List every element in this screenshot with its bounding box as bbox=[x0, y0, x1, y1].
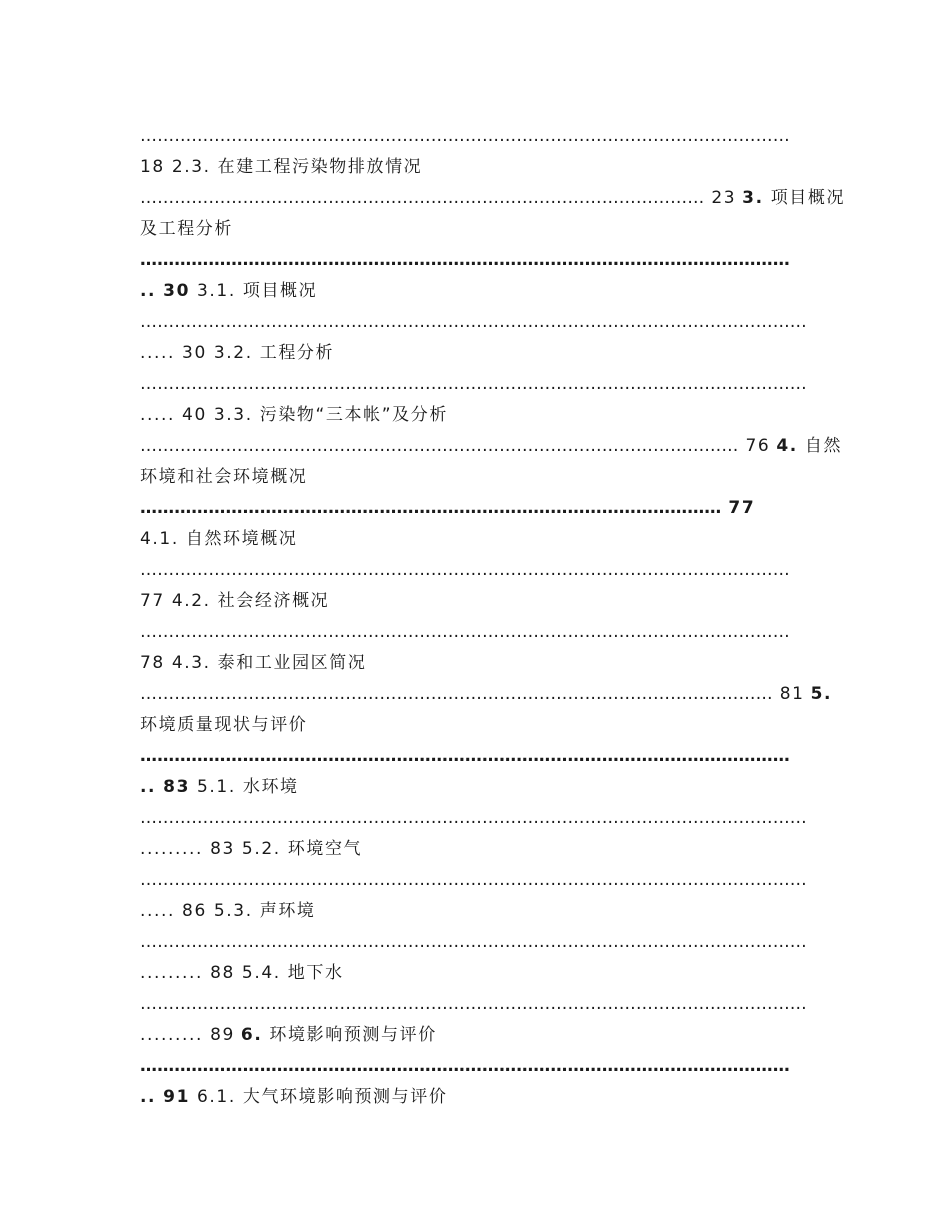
leader-dots: ……………………………………………………………………………………………………… bbox=[140, 870, 807, 890]
leader-dots: ..... bbox=[140, 901, 176, 921]
toc-line bbox=[140, 741, 812, 772]
toc-line bbox=[140, 369, 812, 400]
leader-dots: ……………………………………………………………………………………… bbox=[140, 188, 705, 208]
toc-entry-text: 40 3.3. 污染物“三本帐”及分析 bbox=[182, 405, 448, 425]
toc-entry-text: 30 3.2. 工程分析 bbox=[182, 343, 335, 363]
leader-dots: .. bbox=[140, 1087, 157, 1107]
leader-dots: …………………………………………………………………………………………………… bbox=[140, 1056, 790, 1076]
toc-entry-text: 6.1. 大气环境影响预测与评价 bbox=[197, 1087, 448, 1107]
toc-line bbox=[140, 803, 812, 834]
toc-line bbox=[140, 586, 812, 617]
leader-dots: ……………………………………………………………………………………………………… bbox=[140, 374, 807, 394]
page-number: 83 bbox=[163, 777, 190, 797]
toc-line bbox=[140, 524, 812, 555]
toc-line bbox=[140, 1051, 812, 1082]
toc-entry-text: 18 2.3. 在建工程污染物排放情况 bbox=[140, 157, 423, 177]
chapter-number: 6. bbox=[240, 1025, 263, 1045]
toc-line bbox=[140, 927, 812, 958]
leader-dots: .. bbox=[140, 777, 157, 797]
leader-dots: …………………………………………………………………………………………………… bbox=[140, 746, 790, 766]
toc-line bbox=[140, 431, 843, 462]
page-number: 91 bbox=[163, 1087, 190, 1107]
leader-dots: ………………………………………………………………………………………………… bbox=[140, 684, 773, 704]
toc-entry-text: 77 4.2. 社会经济概况 bbox=[140, 591, 330, 611]
toc-line bbox=[140, 958, 812, 989]
toc-line bbox=[140, 1082, 812, 1113]
toc-entry-text: 3.1. 项目概况 bbox=[197, 281, 318, 301]
toc-entry-text: 4.1. 自然环境概况 bbox=[140, 529, 298, 549]
toc-line bbox=[140, 896, 812, 927]
chapter-title: 项目概况 bbox=[770, 188, 846, 208]
chapter-number: 5. bbox=[810, 684, 833, 704]
toc-line bbox=[140, 276, 812, 307]
leader-dots: ......... bbox=[140, 1025, 204, 1045]
toc-line bbox=[140, 462, 812, 493]
page-number: 77 bbox=[728, 498, 756, 518]
toc-line bbox=[140, 679, 833, 710]
leader-dots: ..... bbox=[140, 343, 176, 363]
toc-line bbox=[140, 648, 812, 679]
leader-dots: …………………………………………………………………………………………… bbox=[140, 436, 739, 456]
chapter-title: 及工程分析 bbox=[140, 219, 233, 239]
chapter-number: 4. bbox=[776, 436, 798, 456]
page-number: 30 bbox=[163, 281, 190, 301]
toc-line bbox=[140, 710, 812, 741]
toc-line bbox=[140, 245, 812, 276]
toc-line bbox=[140, 772, 812, 803]
table-of-contents bbox=[140, 121, 846, 1113]
leader-dots: …………………………………………………………………………………………………… bbox=[140, 126, 790, 146]
toc-line bbox=[140, 617, 812, 648]
toc-line bbox=[140, 989, 812, 1020]
toc-line bbox=[140, 183, 846, 214]
leader-dots: ……………………………………………………………………………………………………… bbox=[140, 312, 807, 332]
leader-dots: ……………………………………………………………………………………………………… bbox=[140, 932, 807, 952]
page-number: 76 bbox=[745, 436, 771, 456]
leader-dots: …………………………………………………………………………………………………… bbox=[140, 622, 790, 642]
toc-line bbox=[140, 214, 812, 245]
chapter-title: 自然 bbox=[804, 436, 843, 456]
page-number: 23 bbox=[711, 188, 737, 208]
leader-dots: ……………………………………………………………………………………………………… bbox=[140, 808, 807, 828]
leader-dots: …………………………………………………………………………………………………… bbox=[140, 250, 790, 270]
toc-line bbox=[140, 338, 812, 369]
toc-entry-text: 86 5.3. 声环境 bbox=[182, 901, 316, 921]
toc-entry-text: 83 5.2. 环境空气 bbox=[210, 839, 363, 859]
toc-line bbox=[140, 1020, 812, 1051]
page-number: 81 bbox=[779, 684, 805, 704]
chapter-title: 环境影响预测与评价 bbox=[269, 1025, 437, 1045]
toc-line bbox=[140, 307, 812, 338]
toc-line bbox=[140, 493, 812, 524]
chapter-number: 3. bbox=[742, 188, 764, 208]
page-number: 89 bbox=[210, 1025, 235, 1045]
leader-dots: ......... bbox=[140, 963, 204, 983]
leader-dots: ......... bbox=[140, 839, 204, 859]
toc-entry-text: 5.1. 水环境 bbox=[197, 777, 299, 797]
toc-entry-text: 78 4.3. 泰和工业园区简况 bbox=[140, 653, 367, 673]
chapter-title: 环境质量现状与评价 bbox=[140, 715, 308, 735]
toc-line bbox=[140, 152, 812, 183]
toc-entry-text: 88 5.4. 地下水 bbox=[210, 963, 344, 983]
toc-line bbox=[140, 834, 812, 865]
toc-line bbox=[140, 555, 812, 586]
leader-dots: ………………………………………………………………………………………… bbox=[140, 498, 722, 518]
toc-line bbox=[140, 400, 812, 431]
leader-dots: …………………………………………………………………………………………………… bbox=[140, 560, 790, 580]
leader-dots: ……………………………………………………………………………………………………… bbox=[140, 994, 807, 1014]
chapter-title: 环境和社会环境概况 bbox=[140, 467, 308, 487]
leader-dots: .. bbox=[140, 281, 157, 301]
toc-line bbox=[140, 121, 812, 152]
leader-dots: ..... bbox=[140, 405, 176, 425]
toc-line bbox=[140, 865, 812, 896]
